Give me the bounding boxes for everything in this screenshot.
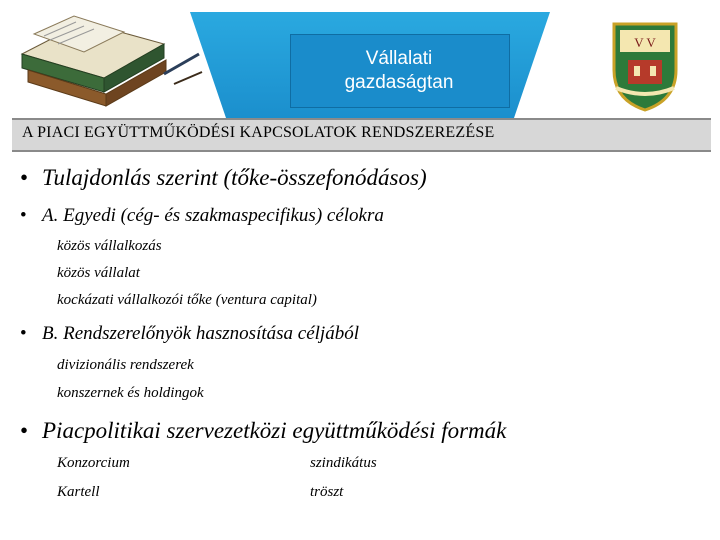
course-title: Vállalati gazdaságtan [344,48,454,93]
bullet-text: B. Rendszerelőnyök hasznosítása céljából [42,323,359,344]
list-item: közös vállalkozás [57,238,162,254]
books-illustration-icon [14,14,204,118]
bullet-text: A. Egyedi (cég- és szakmaspecifikus) célokra [42,205,384,226]
bullet-specific-goals [20,205,384,227]
list-item: közös vállalat [57,265,140,281]
bullet-dot-icon: • [20,205,27,226]
university-crest-icon [610,20,680,112]
bullet-dot-icon: • [20,165,29,190]
bullet-market-policy [20,418,506,444]
bullet-text: Tulajdonlás szerint (tőke-összefonódásos) [42,165,427,190]
list-item: konszernek és holdingok [57,385,204,401]
svg-text:V V: V V [634,35,656,50]
list-item: Kartell [57,484,100,500]
list-item: tröszt [310,484,344,500]
list-item: szindikátus [310,455,377,471]
list-item: divizionális rendszerek [57,357,194,373]
list-item: Konzorcium [57,455,130,471]
bullet-dot-icon: • [20,418,29,443]
section-title: A PIACI EGYÜTTMŰKÖDÉSI KAPCSOLATOK RENDSZEREZÉSE [22,124,495,141]
bullet-text: Piacpolitikai szervezetközi együttműködési formák [42,418,507,443]
bullet-system-advantages [20,323,359,345]
list-item: kockázati vállalkozói tőke (ventura capital) [57,292,317,308]
bullet-dot-icon: • [20,323,27,344]
bullet-ownership [20,165,427,191]
